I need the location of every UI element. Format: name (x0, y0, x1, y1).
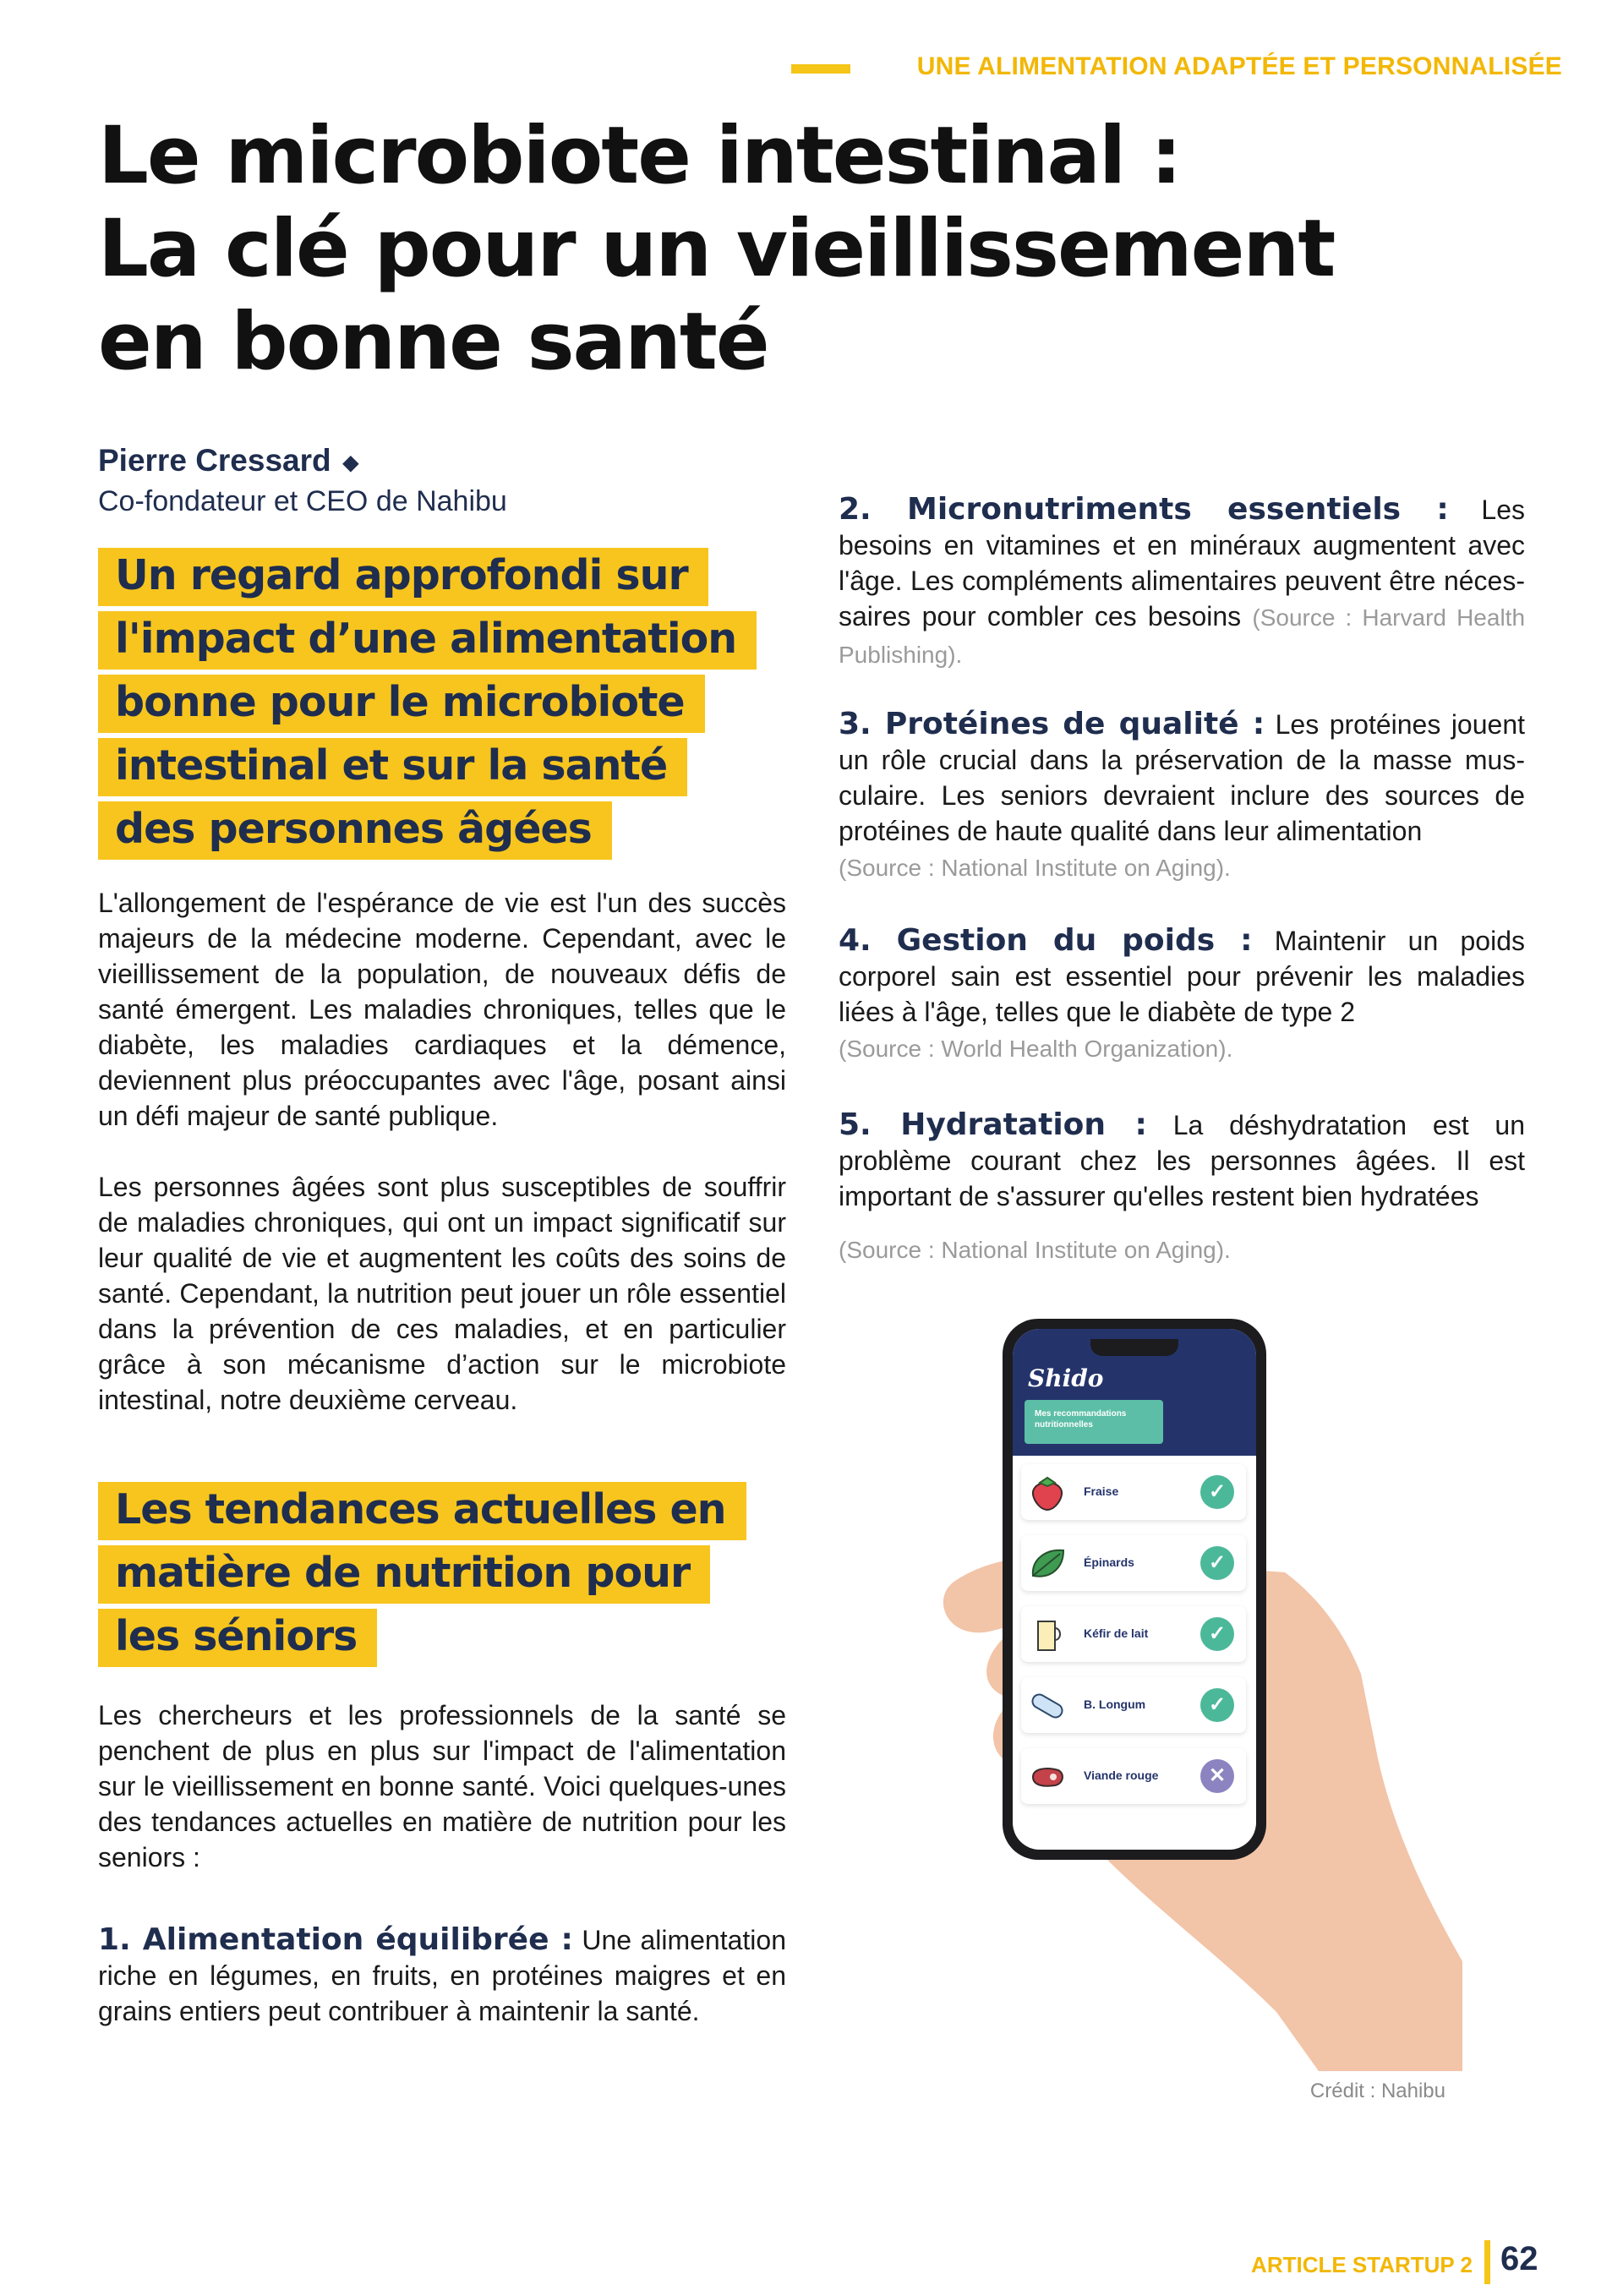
heading-line: bonne pour le microbiote (98, 675, 705, 733)
heading-line: l'impact d’une alimentation (98, 611, 757, 670)
author-name: Pierre Cressard (98, 443, 331, 478)
paragraph-text: Les personnes âgées sont plus susceptibles de souffrir de maladies chroniques, qui ont un impact significatif sur leur qualité de vie et augmentent les coûts des soins de santé. Cependant, la nutrition peut jouer un rôle essentiel dans la prévention de ces maladies, et en particulier grâce à son mécanisme d’action sur le microbiote intestinal, notre deuxième cerveau. (98, 1172, 786, 1415)
section-accent-bar (791, 64, 850, 74)
point-text: La déshydratation est un problème courant chez les personnes âgées. Il est important de s'assurer qu'elles restent bien hydratées (839, 1110, 1525, 1211)
check-icon: ✓ (1200, 1475, 1234, 1509)
author-name-block (98, 443, 358, 478)
check-icon: ✓ (1200, 1617, 1234, 1651)
kefir-jug-icon (1026, 1613, 1068, 1655)
phone-notch (1090, 1339, 1178, 1356)
list-item[interactable] (1021, 1606, 1246, 1662)
trends-heading (98, 1478, 859, 1668)
list-item[interactable] (1021, 1535, 1246, 1591)
steak-icon (1026, 1755, 1068, 1797)
point-5 (839, 1107, 1525, 1268)
food-label: B. Longum (1084, 1697, 1146, 1711)
intro-heading (98, 544, 859, 861)
food-label: Épinards (1084, 1555, 1134, 1569)
title-line: Le microbiote intestinal : (98, 110, 1181, 202)
point-4 (839, 923, 1525, 1067)
heading-line: les séniors (98, 1609, 377, 1667)
app-name: Shido (1028, 1364, 1104, 1392)
phone-illustration (921, 1319, 1462, 2071)
list-item[interactable] (1021, 1464, 1246, 1520)
diamond-icon: ◆ (342, 451, 359, 474)
point-1 (98, 1922, 786, 2029)
title-line: La clé pour un vieillissement (98, 203, 1335, 295)
point-3 (839, 707, 1525, 886)
paragraph-text: L'allongement de l'espérance de vie est l'un des succès majeurs de la médecine moderne. Cependant, avec le vieillissement de la population, de nouveaux défis de santé émergent. Les maladies chroniques, telles que le diabète, les maladies cardiaques et la démence, deviennent plus préoccupantes avec l'âge, posant ainsi un défi majeur de santé publique. (98, 888, 786, 1131)
list-item[interactable] (1021, 1677, 1246, 1733)
strawberry-icon (1026, 1471, 1068, 1513)
capsule-icon (1026, 1684, 1068, 1726)
point-source: (Source : Harvard Health Publishing). (839, 604, 1526, 668)
check-icon: ✓ (1200, 1546, 1234, 1580)
author-role: Co-fondateur et CEO de Nahibu (98, 485, 507, 517)
food-list (1021, 1464, 1246, 1819)
footer-label: ARTICLE STARTUP 2 (1251, 2252, 1473, 2277)
point-text: Une alimentation riche en légumes, en fruits, en protéines maigres et en grains entiers peut contribuer à maintenir la santé. (98, 1925, 787, 2026)
article-title (98, 110, 1535, 389)
point-text: Maintenir un poids corporel sain est essentiel pour prévenir les maladies liées à l'âge, telles que le diabète de type 2 (839, 926, 1525, 1027)
point-title: 4. Gestion du poids : (839, 923, 1253, 958)
image-credit: Crédit : Nahibu (1309, 2080, 1445, 2102)
point-title: 3. Protéines de qualité : (839, 707, 1265, 741)
spinach-icon (1026, 1542, 1068, 1584)
point-text: Les besoins en vitamines et en minéraux augmentent avec l'âge. Les compléments alimentaires peuvent être néces-saires pour combler ces besoins (839, 495, 1525, 631)
phone (1003, 1319, 1266, 1860)
food-label: Viande rouge (1084, 1768, 1159, 1782)
cross-icon: ✕ (1200, 1759, 1234, 1793)
point-text: Les protéines jouent un rôle crucial dans la préservation de la masse mus-culaire. Les seniors devraient inclure des sources de protéines de haute qualité dans leur alimentation (839, 709, 1525, 846)
app-tab-recommendations[interactable]: Mes recommandations nutritionnelles (1025, 1400, 1163, 1444)
check-icon: ✓ (1200, 1688, 1234, 1722)
heading-line: des personnes âgées (98, 801, 612, 860)
heading-line: Les tendances actuelles en (98, 1482, 746, 1540)
point-title: 5. Hydratation : (839, 1107, 1147, 1142)
point-title: 1. Alimentation équilibrée : (98, 1922, 573, 1957)
point-source: (Source : National Institute on Aging). (839, 855, 1231, 881)
paragraph-2 (98, 1169, 786, 1418)
heading-line: matière de nutrition pour (98, 1545, 710, 1604)
title-line: en bonne santé (98, 296, 768, 388)
point-source: (Source : National Institute on Aging). (839, 1237, 1231, 1263)
heading-line: intestinal et sur la santé (98, 738, 687, 796)
app-screen (1013, 1329, 1256, 1850)
paragraph-3 (98, 1697, 786, 1875)
heading-line: Un regard approfondi sur (98, 548, 708, 606)
point-source: (Source : World Health Organization). (839, 1036, 1233, 1062)
food-label: Kéfir de lait (1084, 1626, 1149, 1640)
food-label: Fraise (1084, 1484, 1119, 1498)
page-number: 62 (1500, 2240, 1538, 2277)
paragraph-text: Les chercheurs et les professionnels de la santé se penchent de plus en plus sur l'impact de l'alimentation sur le vieillissement en bonne santé. Voici quelques-unes des tendances actuelles en matière de nutrition pour les seniors : (98, 1700, 786, 1872)
point-2 (839, 492, 1525, 673)
list-item[interactable] (1021, 1748, 1246, 1804)
paragraph-1 (98, 885, 786, 1134)
section-label: UNE ALIMENTATION ADAPTÉE ET PERSONNALISÉE (916, 52, 1562, 80)
point-title: 2. Micronutriments essentiels : (839, 492, 1449, 527)
footer-divider (1484, 2240, 1490, 2284)
